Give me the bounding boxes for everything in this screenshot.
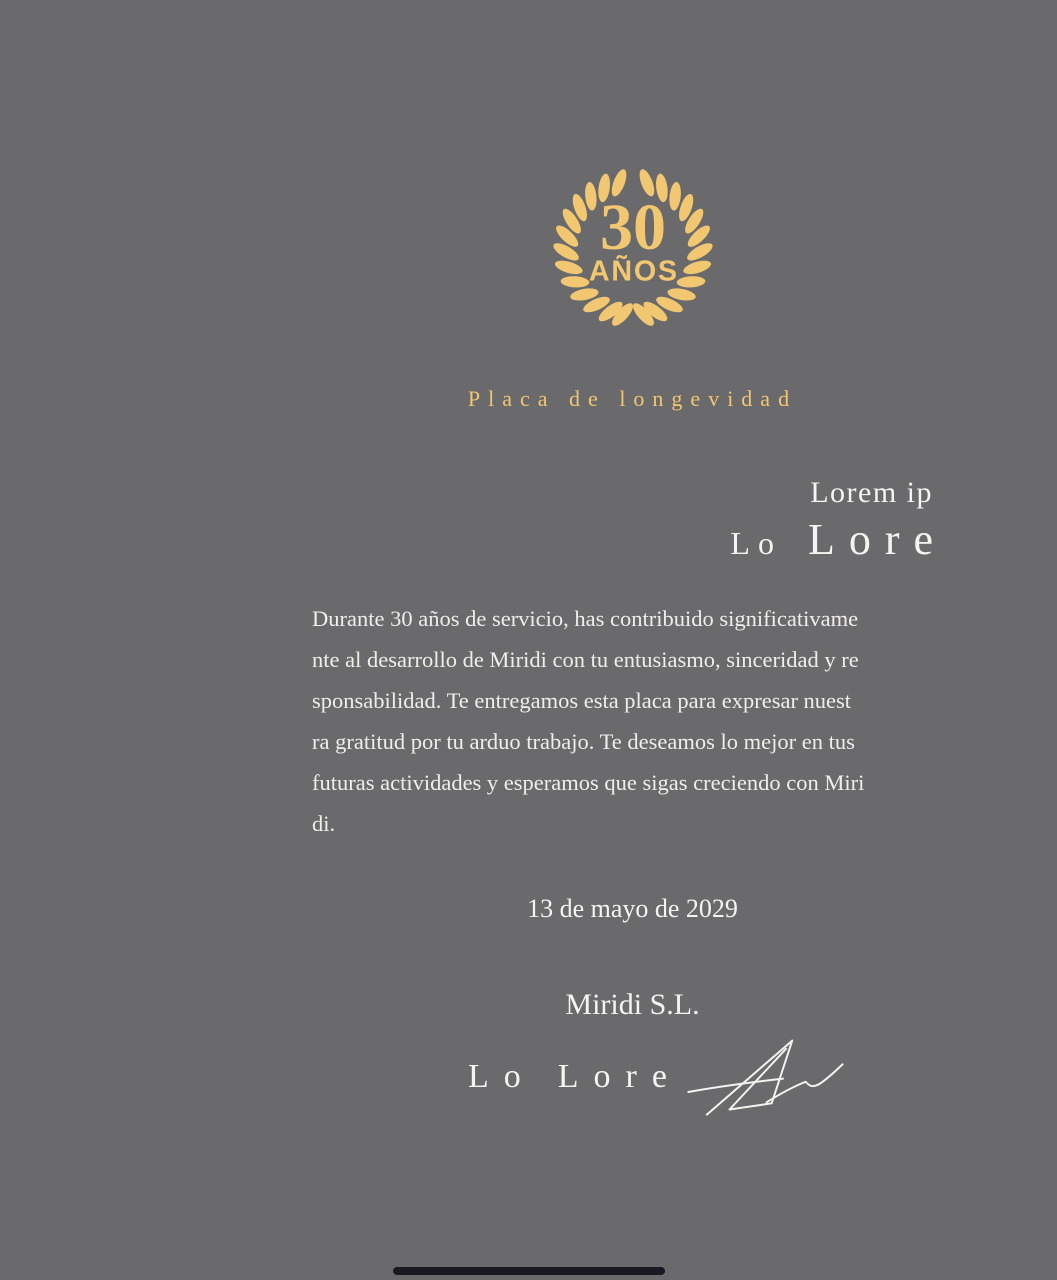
signer-name-main: Lore xyxy=(557,1058,682,1095)
signer-name-prefix: Lo xyxy=(468,1058,536,1095)
anniversary-badge xyxy=(210,157,1055,331)
badge-years-label: AÑOS xyxy=(588,255,679,288)
citation-line: ra gratitud por tu arduo trabajo. Te deseamos lo mejor en tus xyxy=(312,729,855,754)
recipient-name-main: Lore xyxy=(807,515,947,564)
company-name: Miridi S.L. xyxy=(565,988,700,1021)
recipient-name-prefix: Lo xyxy=(730,525,782,561)
badge-years-number: 30 xyxy=(599,191,666,265)
home-indicator-bar[interactable] xyxy=(393,1267,665,1275)
citation-paragraph xyxy=(312,598,992,844)
citation-line: nte al desarrollo de Miridi con tu entusiasmo, sinceridad y re xyxy=(312,647,859,672)
recipient-name-line xyxy=(210,514,1055,565)
citation-line: di. xyxy=(312,811,336,836)
citation-line: futuras actividades y esperamos que sigas creciendo con Miri xyxy=(312,770,865,795)
certificate-content xyxy=(210,0,1055,1280)
citation-line: Durante 30 años de servicio, has contribuido significativame xyxy=(312,606,859,631)
plaque-subtitle: Placa de longevidad xyxy=(467,386,798,411)
signature-scribble-icon xyxy=(676,1026,856,1121)
laurel-wreath-icon xyxy=(546,157,720,331)
award-date: 13 de mayo de 2029 xyxy=(527,894,738,923)
signer-name xyxy=(468,1058,682,1096)
citation-line: sponsabilidad. Te entregamos esta placa para expresar nuest xyxy=(312,688,852,713)
recipient-subline: Lorem ip xyxy=(810,476,933,509)
